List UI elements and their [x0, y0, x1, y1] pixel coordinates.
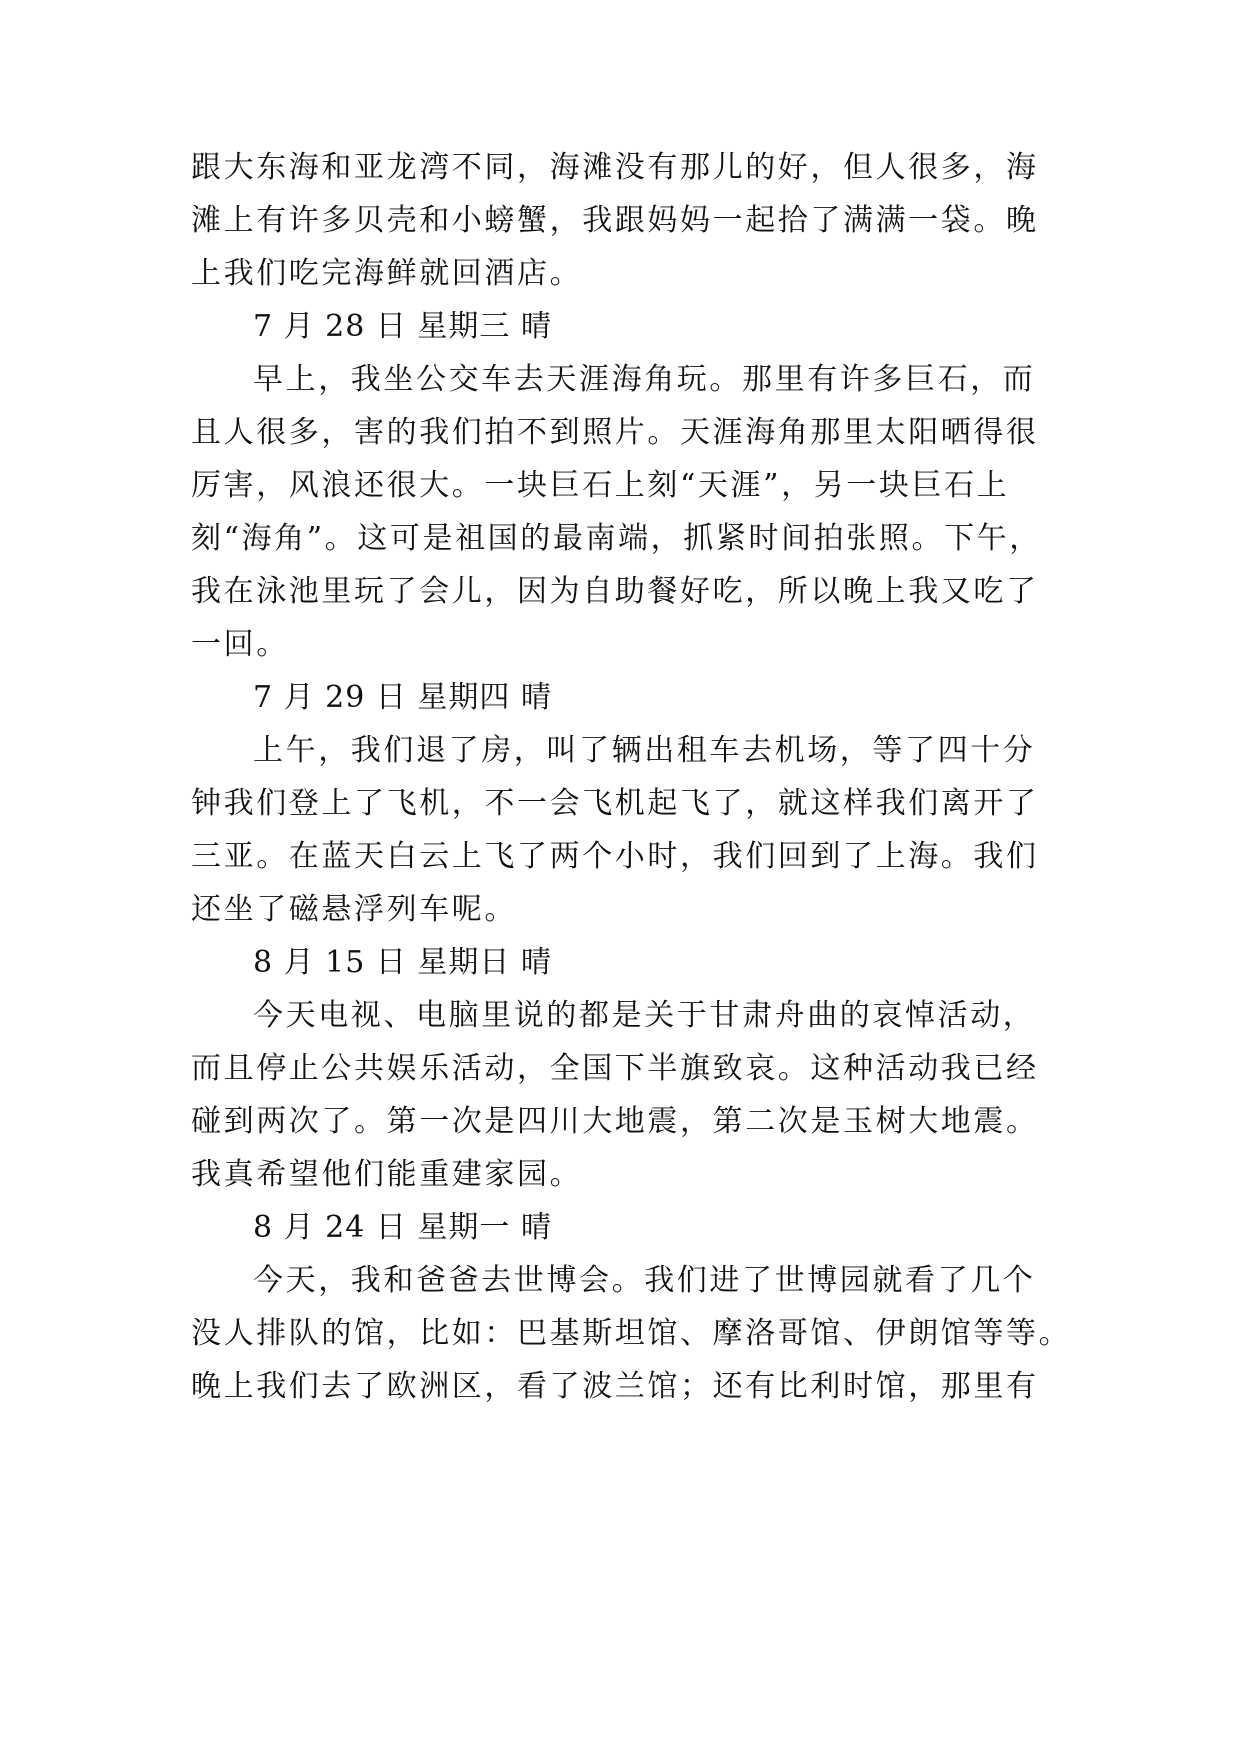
text-line: 厉害，风浪还很大。一块巨石上刻“天涯”，另一块巨石上	[191, 468, 1010, 503]
date-heading: 7 月 29 日 星期四 晴	[253, 680, 552, 715]
text-line: 刻“海角”。这可是祖国的最南端，抓紧时间拍张照。下午，	[191, 521, 1042, 556]
paragraph-first-line: 今天，我和爸爸去世博会。我们进了世博园就看了几个	[253, 1263, 1036, 1298]
text-line: 碰到两次了。第一次是四川大地震，第二次是玉树大地震。	[191, 1104, 1039, 1139]
date-heading: 8 月 24 日 星期一 晴	[253, 1210, 552, 1245]
text-line: 上我们吃完海鲜就回酒店。	[191, 256, 583, 291]
text-line: 晚上我们去了欧洲区，看了波兰馆；还有比利时馆，那里有	[191, 1369, 1039, 1404]
text-line: 还坐了磁悬浮列车呢。	[191, 892, 517, 927]
text-line: 我在泳池里玩了会儿，因为自助餐好吃，所以晚上我又吃了	[191, 574, 1039, 609]
text-line: 三亚。在蓝天白云上飞了两个小时，我们回到了上海。我们	[191, 839, 1039, 874]
text-line: 滩上有许多贝壳和小螃蟹，我跟妈妈一起拾了满满一袋。晚	[191, 203, 1039, 238]
text-line: 一回。	[191, 627, 289, 662]
text-line: 且人很多，害的我们拍不到照片。天涯海角那里太阳晒得很	[191, 415, 1039, 450]
text-line: 我真希望他们能重建家园。	[191, 1157, 583, 1192]
date-heading: 7 月 28 日 星期三 晴	[253, 309, 552, 344]
paragraph-first-line: 上午，我们退了房，叫了辆出租车去机场，等了四十分	[253, 733, 1036, 768]
text-line: 跟大东海和亚龙湾不同，海滩没有那儿的好，但人很多，海	[191, 150, 1039, 185]
paragraph-first-line: 今天电视、电脑里说的都是关于甘肃舟曲的哀悼活动，	[253, 998, 1036, 1033]
date-heading: 8 月 15 日 星期日 晴	[253, 945, 552, 980]
text-line: 没人排队的馆，比如：巴基斯坦馆、摩洛哥馆、伊朗馆等等。	[191, 1316, 1072, 1351]
text-line: 而且停止公共娱乐活动，全国下半旗致哀。这种活动我已经	[191, 1051, 1039, 1086]
paragraph-first-line: 早上，我坐公交车去天涯海角玩。那里有许多巨石，而	[253, 362, 1036, 397]
text-line: 钟我们登上了飞机，不一会飞机起飞了，就这样我们离开了	[191, 786, 1039, 821]
